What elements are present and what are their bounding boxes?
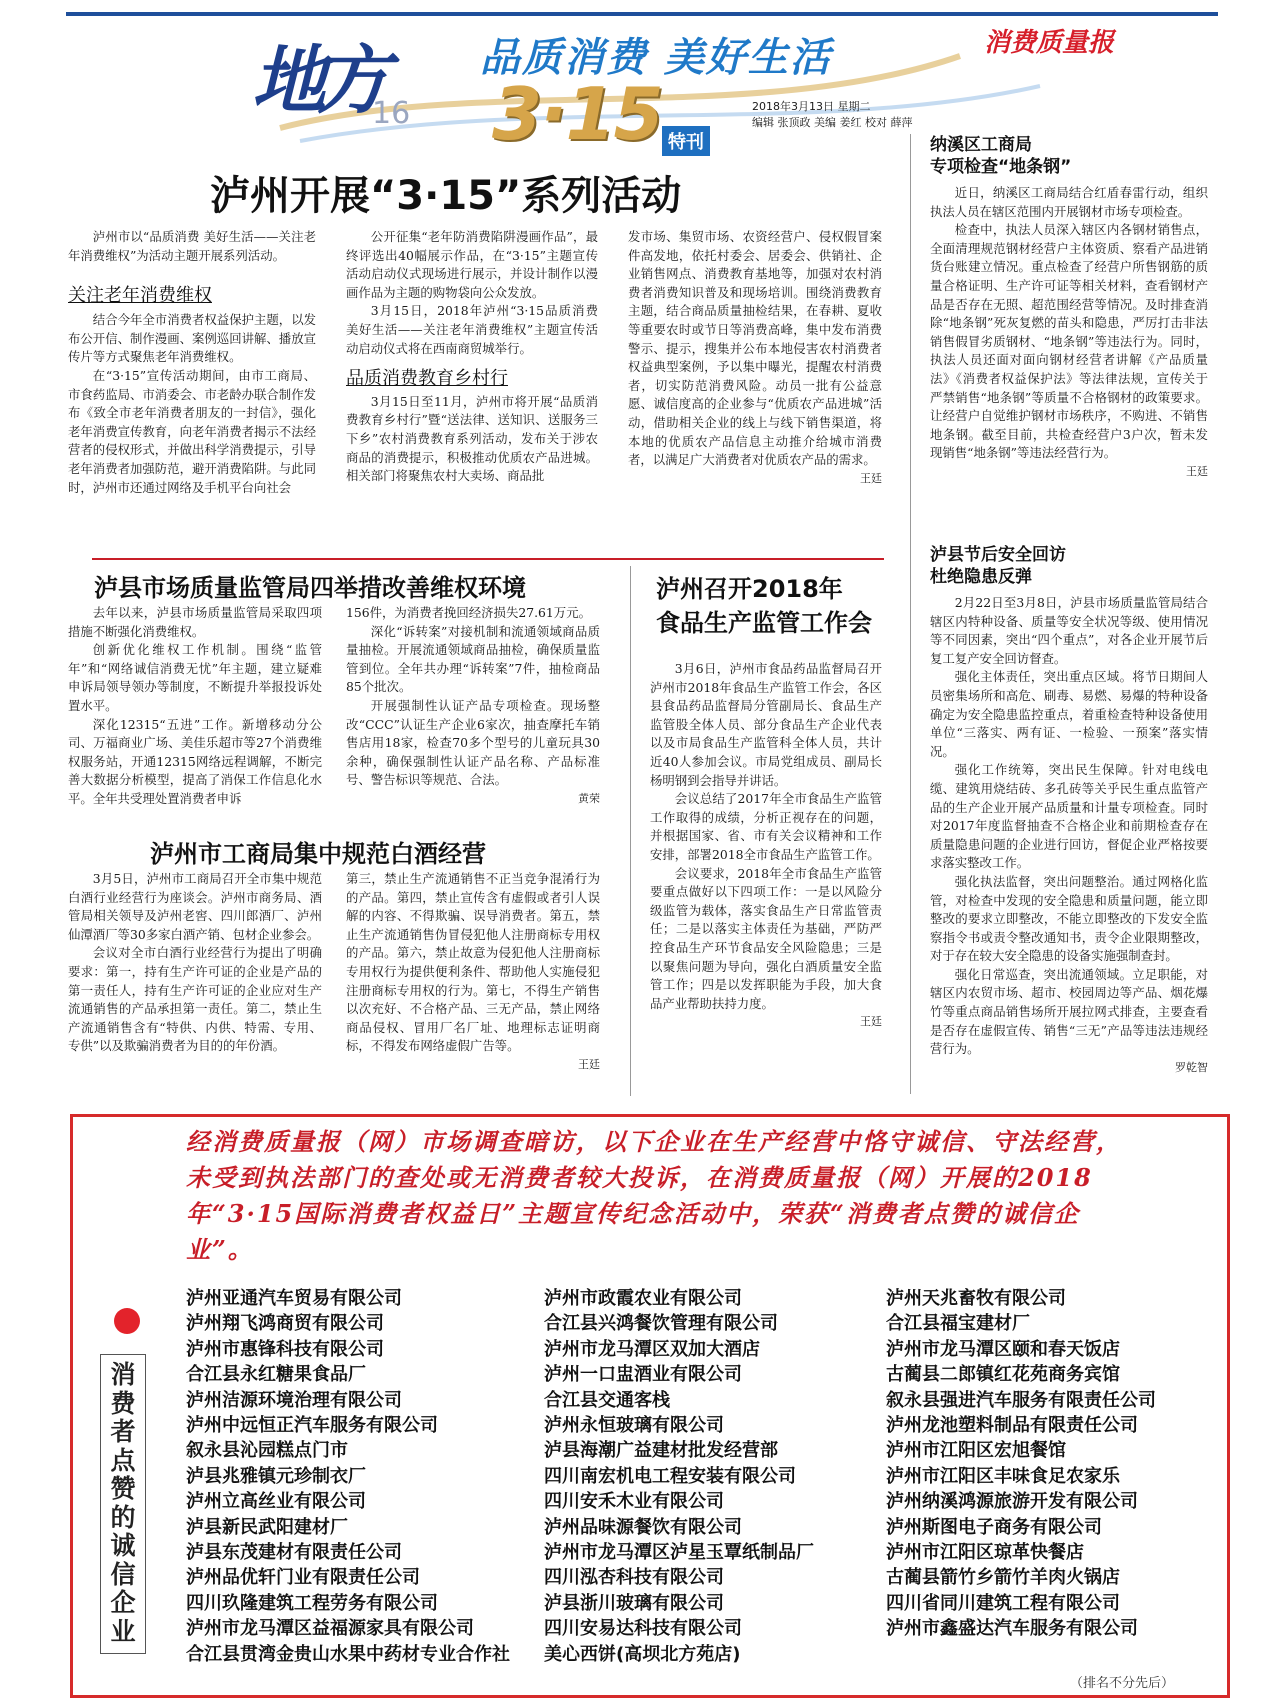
- column-rule: [910, 134, 911, 1094]
- label-char: 诚: [110, 1531, 136, 1560]
- company-name: 泸州市龙马潭区泸星玉覃纸制品厂: [544, 1542, 814, 1564]
- special-issue-badge: 特刊: [662, 126, 710, 156]
- article-5-title: 泸州市工商局集中规范白酒经营: [150, 840, 486, 868]
- article-1-col-2: [346, 228, 598, 486]
- honor-vertical-label: [100, 1354, 146, 1654]
- newspaper-masthead: 消费质量报: [984, 28, 1115, 58]
- paragraph: 检查中，执法人员深入辖区内各钢材销售点，全面清理规范钢材经营户主体资质、察看产品进销货台账建立情况。重点检查了经营户所售钢筋的质量合格证明、生产许可证等相关材料，查看钢材产品是否存在无照、超范围经营等情况。及时排查消除“地条钢”死灰复燃的苗头和隐患，严厉打击非法销售假冒劣质钢材、“地条钢”等违法行为。同时，执法人员还面对面向钢材经营者讲解《产品质量法》《消费者权益保护法》等法律法规，宣传关于严禁销售“地条钢”等质量不合格钢材的政策要求。让经营户自觉维护钢材市场秩序，不购进、不销售地条钢。截至目前，共检查经营户3户次，暂未发现销售“地条钢”等违法经营行为。: [930, 222, 1208, 461]
- paragraph: 创新优化维权工作机制。围绕“监管年”和“网络诚信消费无忧”年主题，建立疑难申诉局领导领办等制度，不断提升举报投诉处置水平。: [68, 642, 322, 713]
- label-char: 费: [110, 1388, 136, 1418]
- company-name: 合江县永红糖果食品厂: [186, 1364, 366, 1386]
- company-name: 泸州市惠锋科技有限公司: [186, 1338, 384, 1360]
- company-name: 泸州天兆畜牧有限公司: [886, 1288, 1066, 1309]
- company-name: 泸州市江阳区丰味食足农家乐: [886, 1465, 1120, 1487]
- ranking-note: （排名不分先后）: [1070, 1676, 1175, 1691]
- company-name: 泸州市龙马潭区益福源家具有限公司: [186, 1618, 474, 1640]
- company-name: 泸州纳溪鸿源旅游开发有限公司: [886, 1491, 1138, 1513]
- paragraph: 结合今年全市消费者权益保护主题，以发布公开信、制作漫画、案例巡回讲解、播放宣传片等方式聚焦老年消费维权。: [68, 312, 316, 365]
- paragraph: 2月22日至3月8日，泸县市场质量监管局结合辖区内特种设备、质量等安全状况等级、使用情况等不同因素，突出“四个重点”，对各企业开展节后复工复产安全回访督查。: [930, 595, 1208, 666]
- company-name: 泸州市江阳区琼革快餐店: [886, 1542, 1084, 1564]
- company-name: 叙永县强进汽车服务有限责任公司: [886, 1389, 1156, 1411]
- company-name: 合江县福宝建材厂: [886, 1313, 1030, 1335]
- article-1-col-3: [628, 228, 882, 488]
- company-name: 泸州品味源餐饮有限公司: [544, 1516, 742, 1538]
- paragraph: 156件，为消费者挽回经济损失27.61万元。: [346, 605, 591, 620]
- paragraph: 强化工作统筹，突出民生保障。针对电线电缆、建筑用烧结砖、多孔砖等关乎民生重点监管产品的生产企业开展产品质量和计量专项检查。同时对2017年度监督抽查不合格企业和前期检查存在质量隐患问题的企业进行回访，督促企业严格按要求落实整改工作。: [930, 762, 1208, 871]
- company-name: 合江县兴鸿餐饮管理有限公司: [544, 1313, 778, 1335]
- company-name: 泸县东茂建材有限责任公司: [186, 1542, 402, 1564]
- paragraph: 会议对全市白酒行业经营行为提出了明确要求：第一，持有生产许可证的企业是产品的第一责任人，持有生产许可证的企业应对生产流通销售的产品承担第一责任。第二，禁止生产流通销售含有“特供、内供、特需、专用、专供”以及欺骗消费者为目的的年份酒。: [68, 945, 322, 1054]
- label-char: 企: [110, 1588, 136, 1617]
- company-name: 泸州市龙马潭区颐和春天饭店: [886, 1338, 1120, 1360]
- paragraph: 在“3·15”宣传活动期间，由市工商局、市食药监局、市消委会、市老龄办联合制作发布《致全市老年消费者朋友的一封信》，强化老年消费宣传教育，向老年消费者揭示不法经营者的侵权形式，并做出科学消费提示，引导老年消费者加强防范，避开消费陷阱。与此同时，泸州市还通过网络及手机平台向社会: [68, 367, 316, 495]
- byline: 王廷: [860, 471, 882, 485]
- byline: 罗乾智: [1175, 1060, 1208, 1074]
- byline: 王廷: [860, 1015, 882, 1029]
- byline: 黄荣: [578, 791, 600, 805]
- label-char: 点: [110, 1445, 136, 1475]
- byline: 王廷: [578, 1057, 600, 1071]
- honor-intro: 经消费质量报（网）市场调查暗访，以下企业在生产经营中恪守诚信、守法经营，未受到执法部门的查处或无消费者较大投诉，在消费质量报（网）开展的2018年“3·15国际消费者权益日”主题宣传纪念活动中，荣获“消费者点赞的诚信企业”。: [186, 1127, 1122, 1264]
- paragraph: 深化12315“五进”工作。新增移动分公司、万福商业广场、美佳乐超市等27个消费维权服务站，开通12315网络远程调解，不断完善大数据分析模型，提高了消保工作信息化水平。全年共受理处置消费者申诉: [68, 716, 322, 806]
- company-name: 四川省同川建筑工程有限公司: [886, 1592, 1120, 1614]
- company-name: 泸县海潮广益建材批发经营部: [544, 1440, 778, 1462]
- company-list-col-2: [544, 1286, 814, 1667]
- company-name: 泸州一口盅酒业有限公司: [544, 1364, 742, 1386]
- paragraph: 3月15日，2018年泸州“3·15品质消费 美好生活——关注老年消费维权”主题宣传活动启动仪式将在西南商贸城举行。: [346, 303, 598, 356]
- article-6-title-line-1: 泸县节后安全回访: [930, 545, 1066, 565]
- paragraph: 强化主体责任，突出重点区域。将节日期间人员密集场所和高危、刷毒、易燃、易爆的特种设备确定为安全隐患监控重点，着重检查特种设备使用单位“三落实、两有证、一检验、一预案”落实情况。: [930, 669, 1208, 759]
- article-3-col-2: [346, 604, 600, 809]
- company-name: 泸州亚通汽车贸易有限公司: [186, 1288, 402, 1309]
- label-char: 消: [110, 1360, 136, 1389]
- article-3-title: 泸县市场质量监管局四举措改善维权环境: [94, 574, 526, 602]
- article-3-col-1: [68, 604, 322, 809]
- headline-main: 泸州开展“3·15”系列活动: [210, 173, 682, 219]
- label-char: 者: [110, 1417, 136, 1446]
- logo-315: 3·15: [492, 72, 662, 156]
- paragraph: 深化“诉转案”对接机制和流通领域商品质量抽检。开展流通领域商品抽检，确保质量监管到位。全年共办理“诉转案”7件，抽检商品85个批次。: [346, 623, 600, 695]
- article-4-title-line-2: 食品生产监管工作会: [656, 609, 872, 637]
- company-name: 泸州斯图电子商务有限公司: [886, 1516, 1102, 1538]
- company-name: 泸县浙川玻璃有限公司: [544, 1592, 724, 1614]
- company-name: 泸州立高丝业有限公司: [186, 1491, 366, 1513]
- label-char: 信: [110, 1559, 136, 1589]
- company-name: 泸州品优轩门业有限责任公司: [186, 1567, 420, 1589]
- company-name: 泸州洁源环境治理有限公司: [186, 1389, 402, 1411]
- company-name: 古蔺县箭竹乡箭竹羊肉火锅店: [886, 1567, 1120, 1589]
- paragraph: 3月6日，泸州市食品药品监督局召开泸州市2018年食品生产监管工作会，各区县食品药品监督局分管副局长、食品生产监管股全体人员、部分食品生产企业代表以及市局食品生产监管科全体人员，共计近40人参加会议。市局党组成员、副局长杨明钢到会指导并讲话。: [650, 661, 882, 788]
- paragraph: 发市场、集贸市场、农资经营户、侵权假冒案件高发地，依托村委会、居委会、供销社、企业销售网点、消费教育基地等，加强对农村消费者消费知识普及和现场培训。围绕消费教育主题，结合商品质量抽检结果，在春耕、夏收等重要农时或节日等消费高峰，集中发布消费警示、提示，搜集并公布本地侵害农村消费者权益典型案例，予以集中曝光，提醒农村消费者，切实防范消费风险。动员一批有公益意愿、诚信度高的企业参与“优质农产品进城”活动，借助相关企业的线上与线下销售渠道，将本地的优质农产品信息主动推介给城市消费者，以满足广大消费者对优质农产品的需求。: [628, 229, 882, 468]
- paragraph: 开展强制性认证产品专项检查。现场整改“CCC”认证生产企业6家次，抽查摩托车销售店用18家，检查70多个型号的儿童玩具30余种，确保强制性认证产品名称、产品标准号、警告标识等规范、合法。: [346, 697, 600, 788]
- article-2-title-line-2: 专项检查“地条钢”: [930, 157, 1072, 177]
- company-name: 四川安易达科技有限公司: [544, 1618, 742, 1640]
- article-4-body: [650, 660, 882, 1032]
- company-list-col-1: [186, 1286, 510, 1667]
- company-name: 四川泓杏科技有限公司: [544, 1567, 724, 1589]
- article-4-title-line-1: 泸州召开2018年: [656, 575, 843, 603]
- paragraph: 强化执法监督，突出问题整治。通过网格化监管，对检查中发现的安全隐患和质量问题，能立即整改的要求立即整改，不能立即整改的下发安全监察指令书或责令整改通知书，责令企业限期整改，对于存在较大安全隐患的设备实施强制查封。: [930, 873, 1208, 964]
- editor-credits: 编辑 张顶政 美编 姜红 校对 薛萍: [752, 116, 913, 129]
- article-5-col-1: [68, 870, 322, 1056]
- article-2-title-line-1: 纳溪区工商局: [930, 135, 1032, 155]
- company-name: 合江县贯湾金贵山水果中药材专业合作社: [186, 1643, 510, 1665]
- company-name: 四川安禾木业有限公司: [544, 1491, 724, 1513]
- article-1-lead: 泸州市以“品质消费 美好生活——关注老年消费维权”为活动主题开展系列活动。: [68, 229, 316, 263]
- paragraph: 公开征集“老年防消费陷阱漫画作品”，最终评选出40幅展示作品，在“3·15”主题宣传活动启动仪式现场进行展示，并设计制作以漫画作品为主题的购物袋向公众发放。: [346, 229, 598, 300]
- paragraph: 3月15日至11月，泸州市将开展“品质消费教育乡村行”暨“送法律、送知识、送服务三下乡”农村消费教育系列活动，发布关于涉农商品的消费提示，积极推动优质农产品进城。相关部门将聚焦农村大卖场、商品批: [346, 393, 598, 484]
- paragraph: 会议总结了2017年全市食品生产监管工作取得的成绩，分析正视存在的问题，并根据国家、省、市有关会议精神和工作安排，部署2018全市食品生产监管工作。: [650, 791, 882, 862]
- company-name: 泸县新民武阳建材厂: [186, 1516, 348, 1538]
- company-name: 泸州市政霞农业有限公司: [544, 1288, 742, 1309]
- company-name: 叙永县沁园糕点门市: [186, 1440, 348, 1462]
- company-name: 泸州市江阳区宏旭餐馆: [886, 1440, 1066, 1462]
- company-name: 泸州中远恒正汽车服务有限公司: [186, 1415, 438, 1437]
- article-6: [930, 544, 1208, 1077]
- label-char: 的: [110, 1502, 136, 1532]
- paragraph: 去年以来，泸县市场质量监管局采取四项措施不断强化消费维权。: [68, 605, 322, 639]
- page-number: 16: [372, 96, 411, 131]
- paragraph: 近日，纳溪区工商局结合红盾春雷行动，组织执法人员在辖区范围内开展钢材市场专项检查。: [930, 185, 1208, 219]
- header-slogan: 品质消费 美好生活: [480, 35, 832, 81]
- article-6-title-line-2: 杜绝隐患反弹: [930, 567, 1032, 587]
- paragraph: 会议要求，2018年全市食品生产监管要重点做好以下四项工作：一是以风险分级监管为载体，落实食品生产日常监管责任；二是以落实主体责任为基础，严防严控食品生产环节食品安全风险隐患；三是以聚焦问题为导向，强化白酒质量安全监管工作；四是以发挥职能为手段，加大食品产业帮助扶持力度。: [650, 865, 882, 1011]
- subhead-elder-rights: 关注老年消费维权: [68, 285, 212, 307]
- article-1-col-1: [68, 228, 316, 497]
- company-name: 泸州龙池塑料制品有限责任公司: [886, 1415, 1138, 1437]
- column-rule: [630, 566, 631, 1096]
- company-name: 四川南宏机电工程安装有限公司: [544, 1465, 796, 1487]
- company-name: 古蔺县二郎镇红花苑商务宾馆: [886, 1364, 1120, 1386]
- paragraph: 第三，禁止生产流通销售不正当竞争混淆行为的产品。第四，禁止宣传含有虚假或者引人误解的内容、不得欺骗、误导消费者。第五，禁止生产流通销售伪冒侵犯他人注册商标专用权的产品。第六，禁止故意为侵犯他人注册商标专用权行为提供便利条件、帮助他人实施侵犯注册商标专用权的行为。第七，不得生产销售以次充好、不合格产品、三无产品，禁止网络商品侵权、冒用厂名厂址、地理标志证明商标，不得发布网络虚假广告等。: [346, 871, 600, 1054]
- paragraph: 3月5日，泸州市工商局召开全市集中规范白酒行业经营行为座谈会。泸州市商务局、酒管局相关领导及泸州老窖、四川郎酒厂、泸州仙潭酒厂等30多家白酒产销、包材企业参会。: [68, 871, 322, 942]
- company-name: 四川玖隆建筑工程劳务有限公司: [186, 1592, 438, 1614]
- company-name: 泸州市龙马潭区双加大酒店: [544, 1338, 760, 1360]
- label-char: 赞: [110, 1474, 136, 1503]
- company-name: 合江县交通客栈: [544, 1389, 670, 1411]
- issue-date: 2018年3月13日 星期二: [752, 100, 871, 113]
- red-dot-icon: [114, 1308, 140, 1334]
- company-name: 泸州市鑫盛达汽车服务有限公司: [886, 1618, 1138, 1640]
- label-char: 业: [110, 1616, 136, 1646]
- article-divider: [92, 558, 884, 560]
- company-name: 泸州永恒玻璃有限公司: [544, 1415, 724, 1437]
- article-2: [930, 134, 1208, 482]
- company-list-col-3: [886, 1286, 1156, 1642]
- company-name: 泸县兆雅镇元珍制衣厂: [186, 1465, 366, 1487]
- article-5-col-2: [346, 870, 600, 1075]
- company-name: 美心西饼(高坝北方苑店): [544, 1643, 741, 1665]
- section-title: 地方: [252, 38, 380, 124]
- subhead-rural-education: 品质消费教育乡村行: [346, 368, 508, 390]
- company-name: 泸州翔飞鸿商贸有限公司: [186, 1313, 384, 1335]
- article-4-title: [656, 572, 872, 640]
- byline: 王廷: [1186, 464, 1208, 478]
- paragraph: 强化日常巡查，突出流通领域。立足职能，对辖区内农贸市场、超市、校园周边等产品、烟花爆竹等重点商品销售场所开展拉网式排查，主要查看是否存在虚假宣传、销售“三无”产品等违法违规经营行为。: [930, 966, 1208, 1057]
